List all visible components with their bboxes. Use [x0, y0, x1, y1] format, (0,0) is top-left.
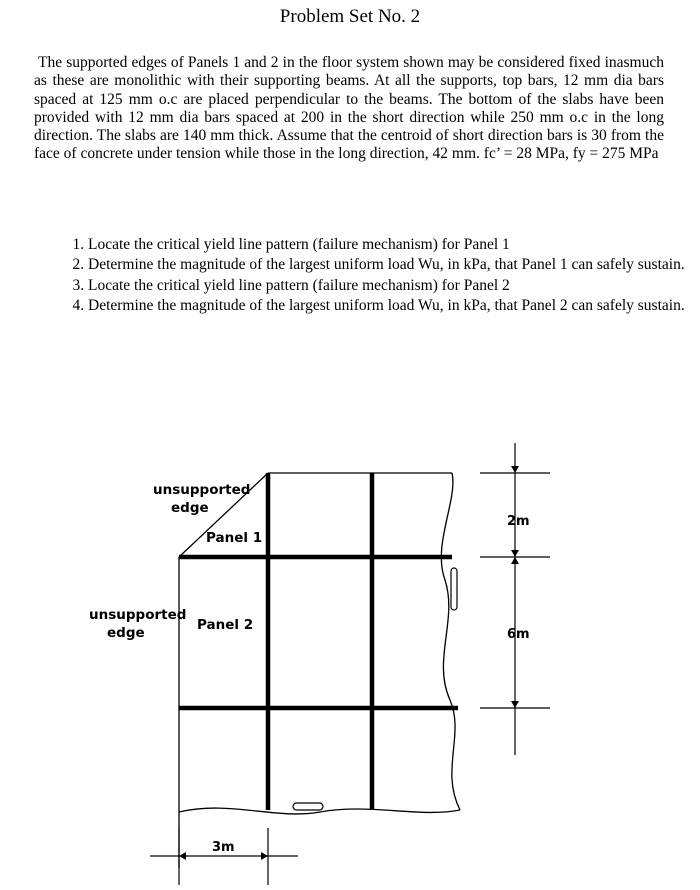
break-mark-right: [451, 568, 457, 610]
dim-arrow: [261, 852, 268, 860]
unsupported-top-label: unsupported: [153, 482, 251, 498]
dim-arrow: [179, 852, 186, 860]
dim-label-top: 2m: [507, 514, 530, 529]
task-item: 1. Locate the critical yield line pattern (failure mechanism) for Panel 1: [88, 236, 700, 254]
unsupported-left-label: edge: [107, 625, 145, 641]
dim-arrow: [511, 701, 519, 708]
unsupported-left-label: unsupported: [89, 607, 187, 623]
panel1-label: Panel 1: [206, 530, 263, 546]
bottom-break-edge: [179, 808, 460, 814]
page-title: Problem Set No. 2: [279, 6, 421, 27]
task-item: 4. Determine the magnitude of the largest uniform load Wu, in kPa, that Panel 2 can safely sustain.: [88, 297, 700, 315]
break-mark-bottom: [293, 803, 323, 810]
panel2-label: Panel 2: [197, 617, 254, 633]
dim-arrow: [511, 557, 519, 564]
task-item: 2. Determine the magnitude of the largest uniform load Wu, in kPa, that Panel 1 can safely sustain.: [88, 256, 700, 274]
dim-arrow: [511, 466, 519, 473]
task-item: 3. Locate the critical yield line pattern (failure mechanism) for Panel 2: [88, 277, 700, 295]
dim-arrow: [511, 550, 519, 557]
problem-text: The supported edges of Panels 1 and 2 in the floor system shown may be considered fixed inasmuch as these are monolithic with their supporting beams. At all the supports, top bars, 12 mm dia bars spaced at 125 mm o.c are placed perpendicular to the beams. The bottom of the slabs have been provided with 12 mm dia bars spaced at 200 in the short direction while 250 mm o.c in the long direction. The slabs are 140 mm thick. Assume that the centroid of short direction bars is 30 from the face of concrete under tension while those in the long direction, 42 mm. fc’ = 28 MPa, fy = 275 MPa: [34, 54, 664, 163]
dim-label-side: 6m: [507, 627, 530, 642]
dim-label-bottom: 3m: [212, 840, 235, 855]
unsupported-top-label: edge: [171, 500, 209, 516]
right-break-edge: [441, 473, 460, 810]
